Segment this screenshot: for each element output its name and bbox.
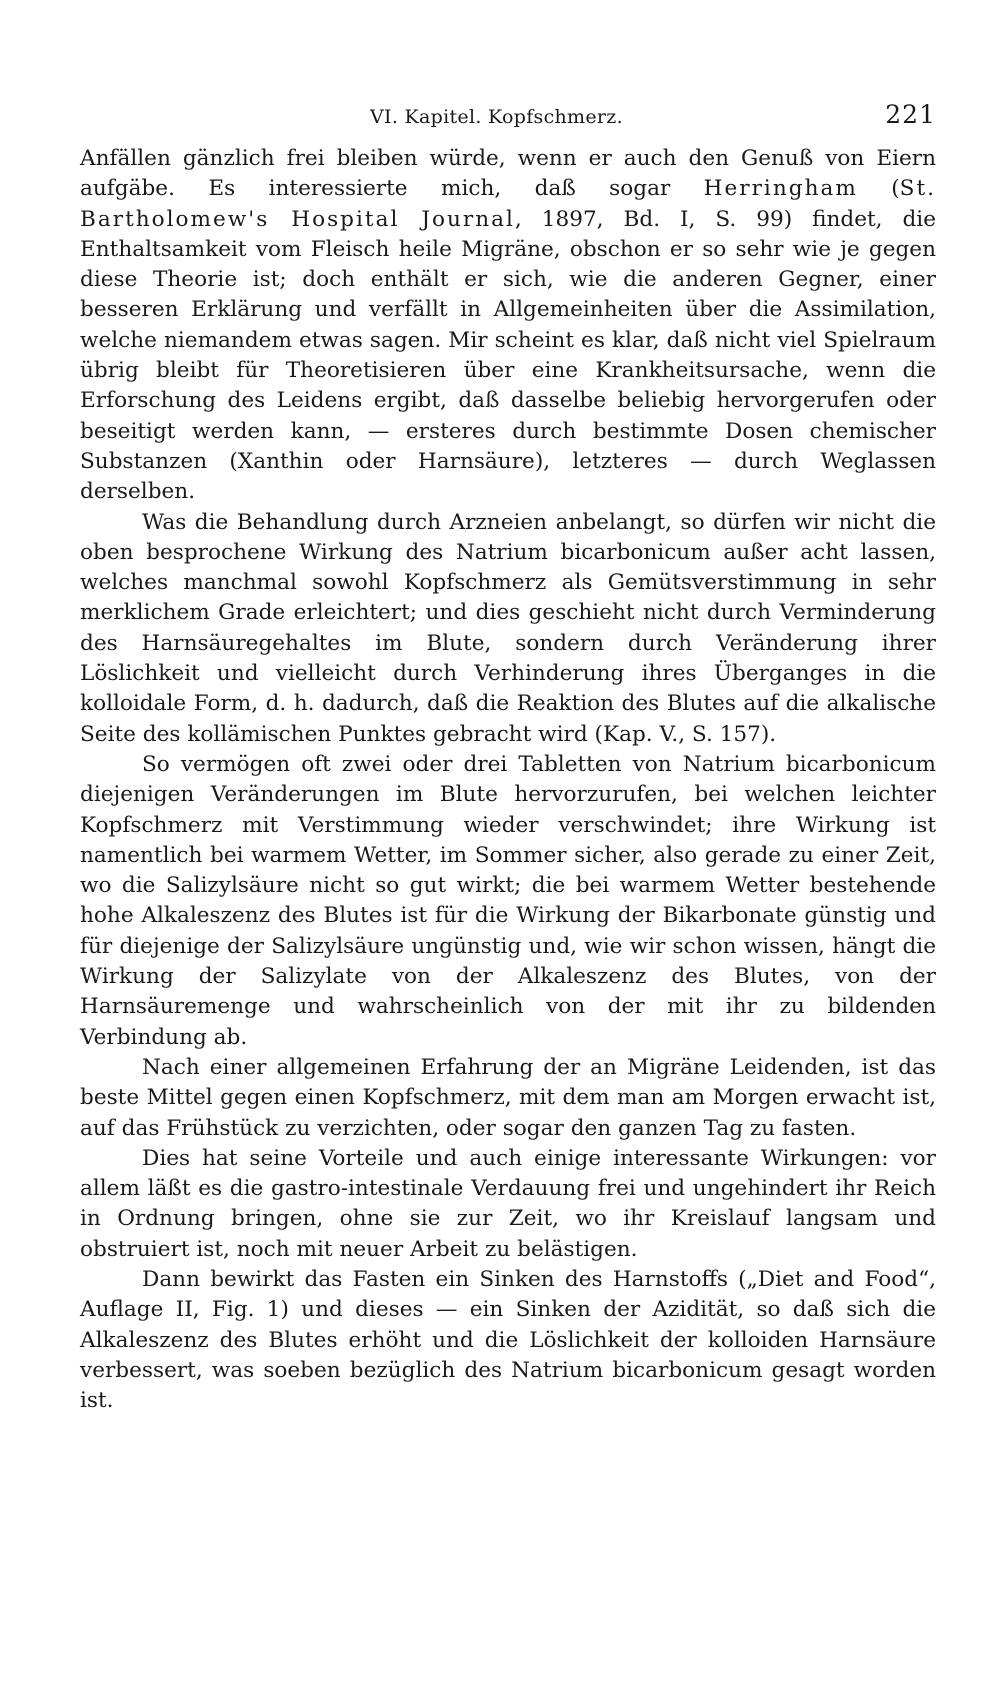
author-name-herringham: Herringham bbox=[703, 176, 858, 202]
paragraph-6-text: Dann bewirkt das Fasten ein Sinken des Harnstoffs („Diet and Food“, Auflage II, Fig. 1) und dieses — ein Sinken der Azidität, so daß sich die Alkaleszenz des Blutes erhöht und die Löslichkeit der kolloiden Harnsäure verbessert, was soeben bezüglich des Natrium bicarbonicum gesagt worden ist. bbox=[80, 1266, 936, 1414]
paragraph-1-text: Anfällen gänzlich frei bleiben würde, wenn er auch den Genuß von Eiern aufgäbe. Es interessierte mich, daß sogar bbox=[80, 146, 936, 202]
paragraph-3 bbox=[80, 750, 936, 1053]
page-number: 221 bbox=[885, 100, 936, 129]
running-header bbox=[80, 100, 936, 144]
paragraph-3-text: So vermögen oft zwei oder drei Tabletten von Natrium bicarbonicum diejenigen Veränderungen im Blute hervorzurufen, bei welchen leichter Kopfschmerz mit Verstimmung wieder verschwindet; ihre Wirkung ist namentlich bei warmem Wetter, im Sommer sicher, also gerade zu einer Zeit, wo die Salizylsäure nicht so gut wirkt; die bei warmem Wetter bestehende hohe Alkaleszenz des Blutes ist für die Wirkung der Bikarbonate günstig und für diejenige der Salizylsäure ungünstig und, wie wir schon wissen, hängt die Wirkung der Salizylate von der Alkaleszenz des Blutes, von der Harnsäuremenge und wahrscheinlich von der mit ihr zu bildenden Verbindung ab. bbox=[80, 751, 936, 1050]
paragraph-4-text: Nach einer allgemeinen Erfahrung der an Migräne Leidenden, ist das beste Mittel gegen einen Kopfschmerz, mit dem man am Morgen erwacht ist, auf das Frühstück zu verzichten, oder sogar den ganzen Tag zu fasten. bbox=[80, 1054, 936, 1141]
paragraph-2-text: Was die Behandlung durch Arzneien anbelangt, so dürfen wir nicht die oben besprochene Wirkung des Natrium bicarbonicum außer acht lassen, welches manchmal sowohl Kopfschmerz als Gemütsverstimmung in sehr merklichem Grade erleichtert; und dies geschieht nicht durch Verminderung des Harnsäuregehaltes im Blute, sondern durch Veränderung ihrer Löslichkeit und vielleicht durch Verhinderung ihres Überganges in die kolloidale Form, d. h. dadurch, daß die Reaktion des Blutes auf die alkalische Seite des kollämischen Punktes gebracht wird (Kap. V., S. 157). bbox=[80, 509, 936, 747]
book-page bbox=[80, 100, 936, 1416]
paragraph-5 bbox=[80, 1144, 936, 1265]
paragraph-1-text: ( bbox=[857, 176, 900, 202]
paragraph-5-text: Dies hat seine Vorteile und auch einige interessante Wirkungen: vor allem läßt es die gastro-intestinale Verdauung frei und ungehindert ihr Reich in Ordnung bringen, ohne sie zur Zeit, wo ihr Kreislauf langsam und obstruiert ist, noch mit neuer Arbeit zu belästigen. bbox=[80, 1145, 936, 1262]
running-title: VI. Kapitel. Kopfschmerz. bbox=[370, 106, 623, 128]
journal-title: St. Bartholomew's Hospital Journal bbox=[80, 176, 936, 232]
paragraph-1-text: , 1897, Bd. I, S. 99) findet, die Enthaltsamkeit vom Fleisch heile Migräne, obschon er so sehr wie je gegen diese Theorie ist; doch enthält er sich, wie die anderen Gegner, einer besseren Erklärung und verfällt in Allgemeinheiten über die Assimilation, welche niemandem etwas sagen. Mir scheint es klar, daß nicht viel Spielraum übrig bleibt für Theoretisieren über eine Krankheitsursache, wenn die Erforschung des Leidens ergibt, daß dasselbe beliebig hervorgerufen oder beseitigt werden kann, — ersteres durch bestimmte Dosen chemischer Substanzen (Xanthin oder Harnsäure), letzteres — durch Weglassen derselben. bbox=[80, 206, 936, 505]
paragraph-1 bbox=[80, 144, 936, 508]
paragraph-6 bbox=[80, 1265, 936, 1416]
body-text bbox=[80, 144, 936, 1416]
paragraph-4 bbox=[80, 1053, 936, 1144]
paragraph-2 bbox=[80, 508, 936, 750]
